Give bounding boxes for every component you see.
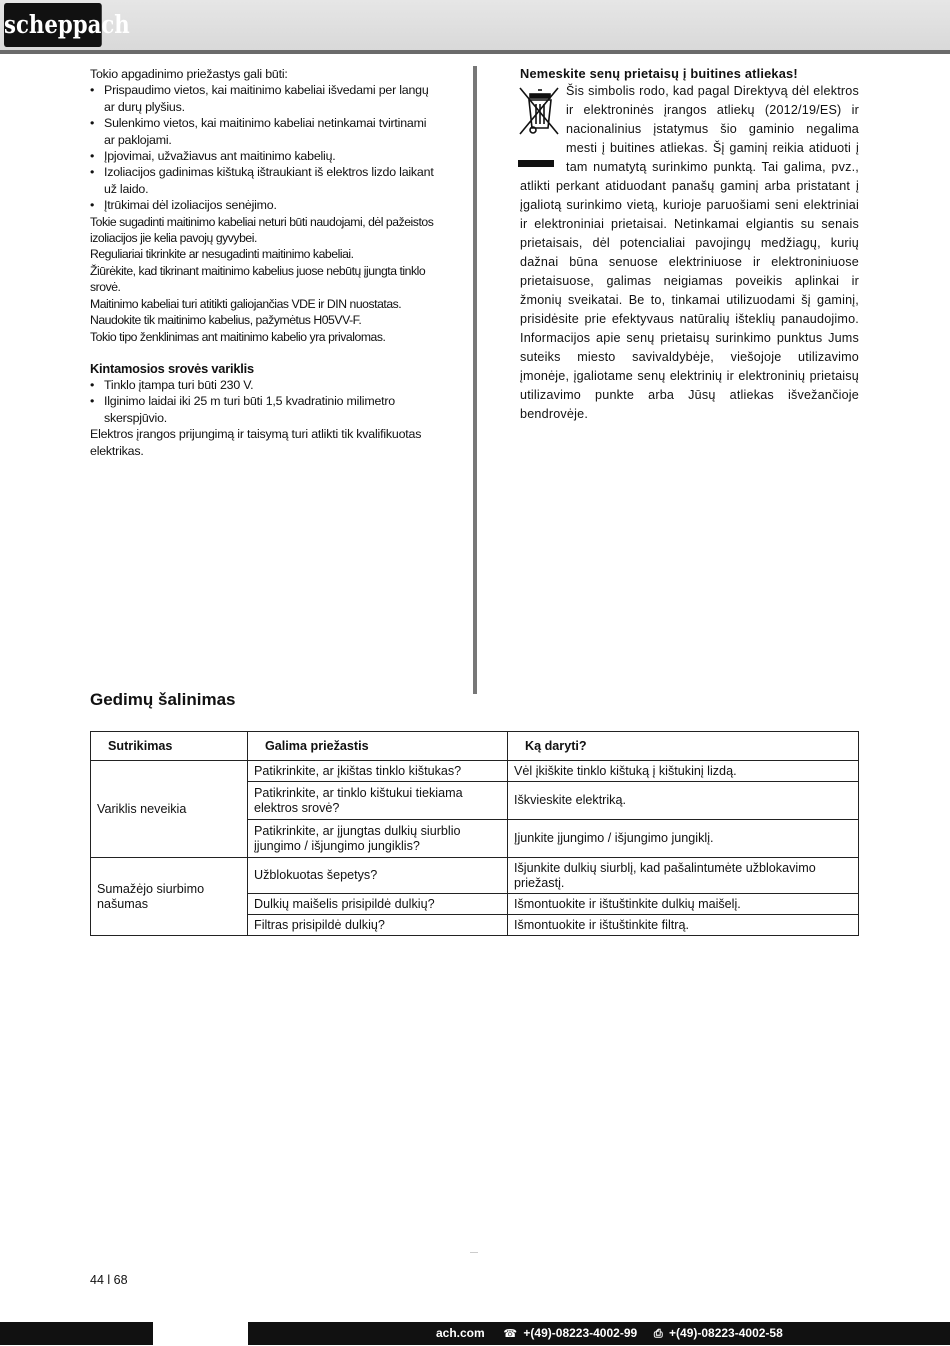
- paragraph: Maitinimo kabeliai turi atitikti galiojančias VDE ir DIN nuostatas. Naudokite tik maitinimo kabelius, pažymėtus H05VV-F.: [90, 296, 402, 328]
- cause-cell: Patikrinkite, ar tinklo kištukui tiekiama elektros srovė?: [248, 782, 508, 820]
- disposal-heading: Nemeskite senų prietaisų į buitines atliekas!: [520, 66, 798, 81]
- footer-website: ach.com: [436, 1326, 485, 1340]
- action-cell: Išmontuokite ir ištuštinkite filtrą.: [508, 915, 859, 936]
- fax-icon: ⎙: [653, 1328, 663, 1340]
- action-cell: Išjunkite dulkių siurblį, kad pašalintumėte užblokavimo priežastį.: [508, 858, 859, 894]
- footer-fax: +(49)-08223-4002-58: [669, 1326, 783, 1340]
- paragraph: Tokio tipo ženklinimas ant maitinimo kabelio yra privalomas.: [90, 329, 386, 344]
- list-item: • Įtrūkimai dėl izoliacijos senėjimo.: [90, 197, 438, 213]
- troubleshooting-title: Gedimų šalinimas: [90, 690, 236, 709]
- action-cell: Įjunkite įjungimo / išjungimo jungiklį.: [508, 820, 859, 858]
- ac-motor-list: [90, 377, 438, 426]
- list-item: • Tinklo įtampa turi būti 230 V.: [90, 377, 438, 393]
- disposal-text: Šis simbolis rodo, kad pagal Direktyvą dėl elektros ir elektroninės įrangos atliekų (2012/19/ES) ir nacionalinius įstatymus šio gaminio negalima mesti į buitines atliekas. Šį gaminį reikia atiduoti į tam numatytą surinkimo punktą. Tai galima, pvz., atlikti perkant atiduodant panašų gaminį arba pristatant į įgaliotą surinkimo vietą, kurioje paruošiami seni elektriniai ir elektroniniai prietaisai. Netinkamai elgiantis su senais prietaisais, dėl potencialiai pavojingų medžiagų, kurių dažnai būna senuose elektriniuose ir elektroniniuose prietaisuose, galimas neigiamas poveikis aplinkai ir žmonių sveikatai. Be to, tinkamai utilizuodami šį gaminį, prisidėsite prie efektyvaus natūralių išteklių panaudojimo. Informacijos apie senų prietaisų surinkimo punktus Jums suteiks miesto savivaldybėje, viešojoje utilizavimo įmonėje, įgaliotame senų elektrinių ir elektroninių prietaisų utilizavimo punkte arba Jūsų atliekas išvežančioje bendrovėje.: [520, 84, 859, 421]
- right-column: [520, 66, 859, 424]
- header-bar: [0, 0, 950, 54]
- left-column: [90, 66, 438, 459]
- fault-cell: Sumažėjo siurbimo našumas: [91, 858, 248, 936]
- column-divider: [473, 66, 477, 694]
- cause-cell: Dulkių maišelis prisipildė dulkių?: [248, 894, 508, 915]
- footer-contact: [436, 1322, 783, 1345]
- list-item: • Ilginimo laidai iki 25 m turi būti 1,5 kvadratinio milimetro skerspjūvio.: [90, 393, 438, 426]
- list-item: • Izoliacijos gadinimas kištuką ištraukiant iš elektros lizdo laikant už laido.: [90, 164, 438, 197]
- page-number: 44 l 68: [90, 1273, 128, 1287]
- cause-cell: Filtras prisipildė dulkių?: [248, 915, 508, 936]
- cause-cell: Patikrinkite, ar įjungtas dulkių siurblio įjungimo / išjungimo jungiklis?: [248, 820, 508, 858]
- cause-cell: Užblokuotas šepetys?: [248, 858, 508, 894]
- action-cell: Iškvieskite elektriką.: [508, 782, 859, 820]
- action-cell: Išmontuokite ir ištuštinkite dulkių maišelį.: [508, 894, 859, 915]
- table-header-row: [91, 732, 859, 761]
- cause-cell: Patikrinkite, ar įkištas tinklo kištukas?: [248, 761, 508, 782]
- action-cell: Vėl įkiškite tinklo kištuką į kištukinį lizdą.: [508, 761, 859, 782]
- brand-logo: [4, 3, 130, 47]
- column-header: Galima priežastis: [248, 732, 508, 761]
- paragraph: Reguliariai tikrinkite ar nesugadinti maitinimo kabeliai.: [90, 247, 354, 262]
- causes-intro: Tokio apgadinimo priežastys gali būti:: [90, 67, 288, 81]
- fault-cell: Variklis neveikia: [91, 761, 248, 858]
- table-row: [91, 858, 859, 894]
- paragraph: Žiūrėkite, kad tikrinant maitinimo kabelius juose nebūtų įjungta tinklo srovė.: [90, 263, 426, 295]
- table-row: [91, 761, 859, 782]
- list-item: • Prispaudimo vietos, kai maitinimo kabeliai išvedami per langų ar durų plyšius.: [90, 82, 438, 115]
- list-item: • Įpjovimai, užvažiavus ant maitinimo kabelių.: [90, 148, 438, 164]
- crossed-out-wheelie-bin-icon: [518, 84, 562, 168]
- divider-mark: [470, 1252, 478, 1253]
- list-item: • Sulenkimo vietos, kai maitinimo kabeliai netinkamai tvirtinami ar paklojami.: [90, 115, 438, 148]
- electrician-note: Elektros įrangos prijungimą ir taisymą turi atlikti tik kvalifikuotas elektrikas.: [90, 427, 422, 458]
- column-header: Sutrikimas: [91, 732, 248, 761]
- column-header: Ką daryti?: [508, 732, 859, 761]
- phone-icon: ☎: [503, 1328, 518, 1340]
- paragraph: Tokie sugadinti maitinimo kabeliai neturi būti naudojami, dėl pažeistos izoliacijos jie kelia pavojų gyvybei.: [90, 214, 434, 246]
- troubleshooting-table: [90, 731, 859, 936]
- footer-phone: +(49)-08223-4002-99: [523, 1326, 638, 1340]
- footer-gap: [153, 1322, 248, 1345]
- ac-motor-heading: Kintamosios srovės variklis: [90, 360, 254, 376]
- brand-logo-text: scheppach: [4, 10, 130, 39]
- causes-list: [90, 82, 438, 213]
